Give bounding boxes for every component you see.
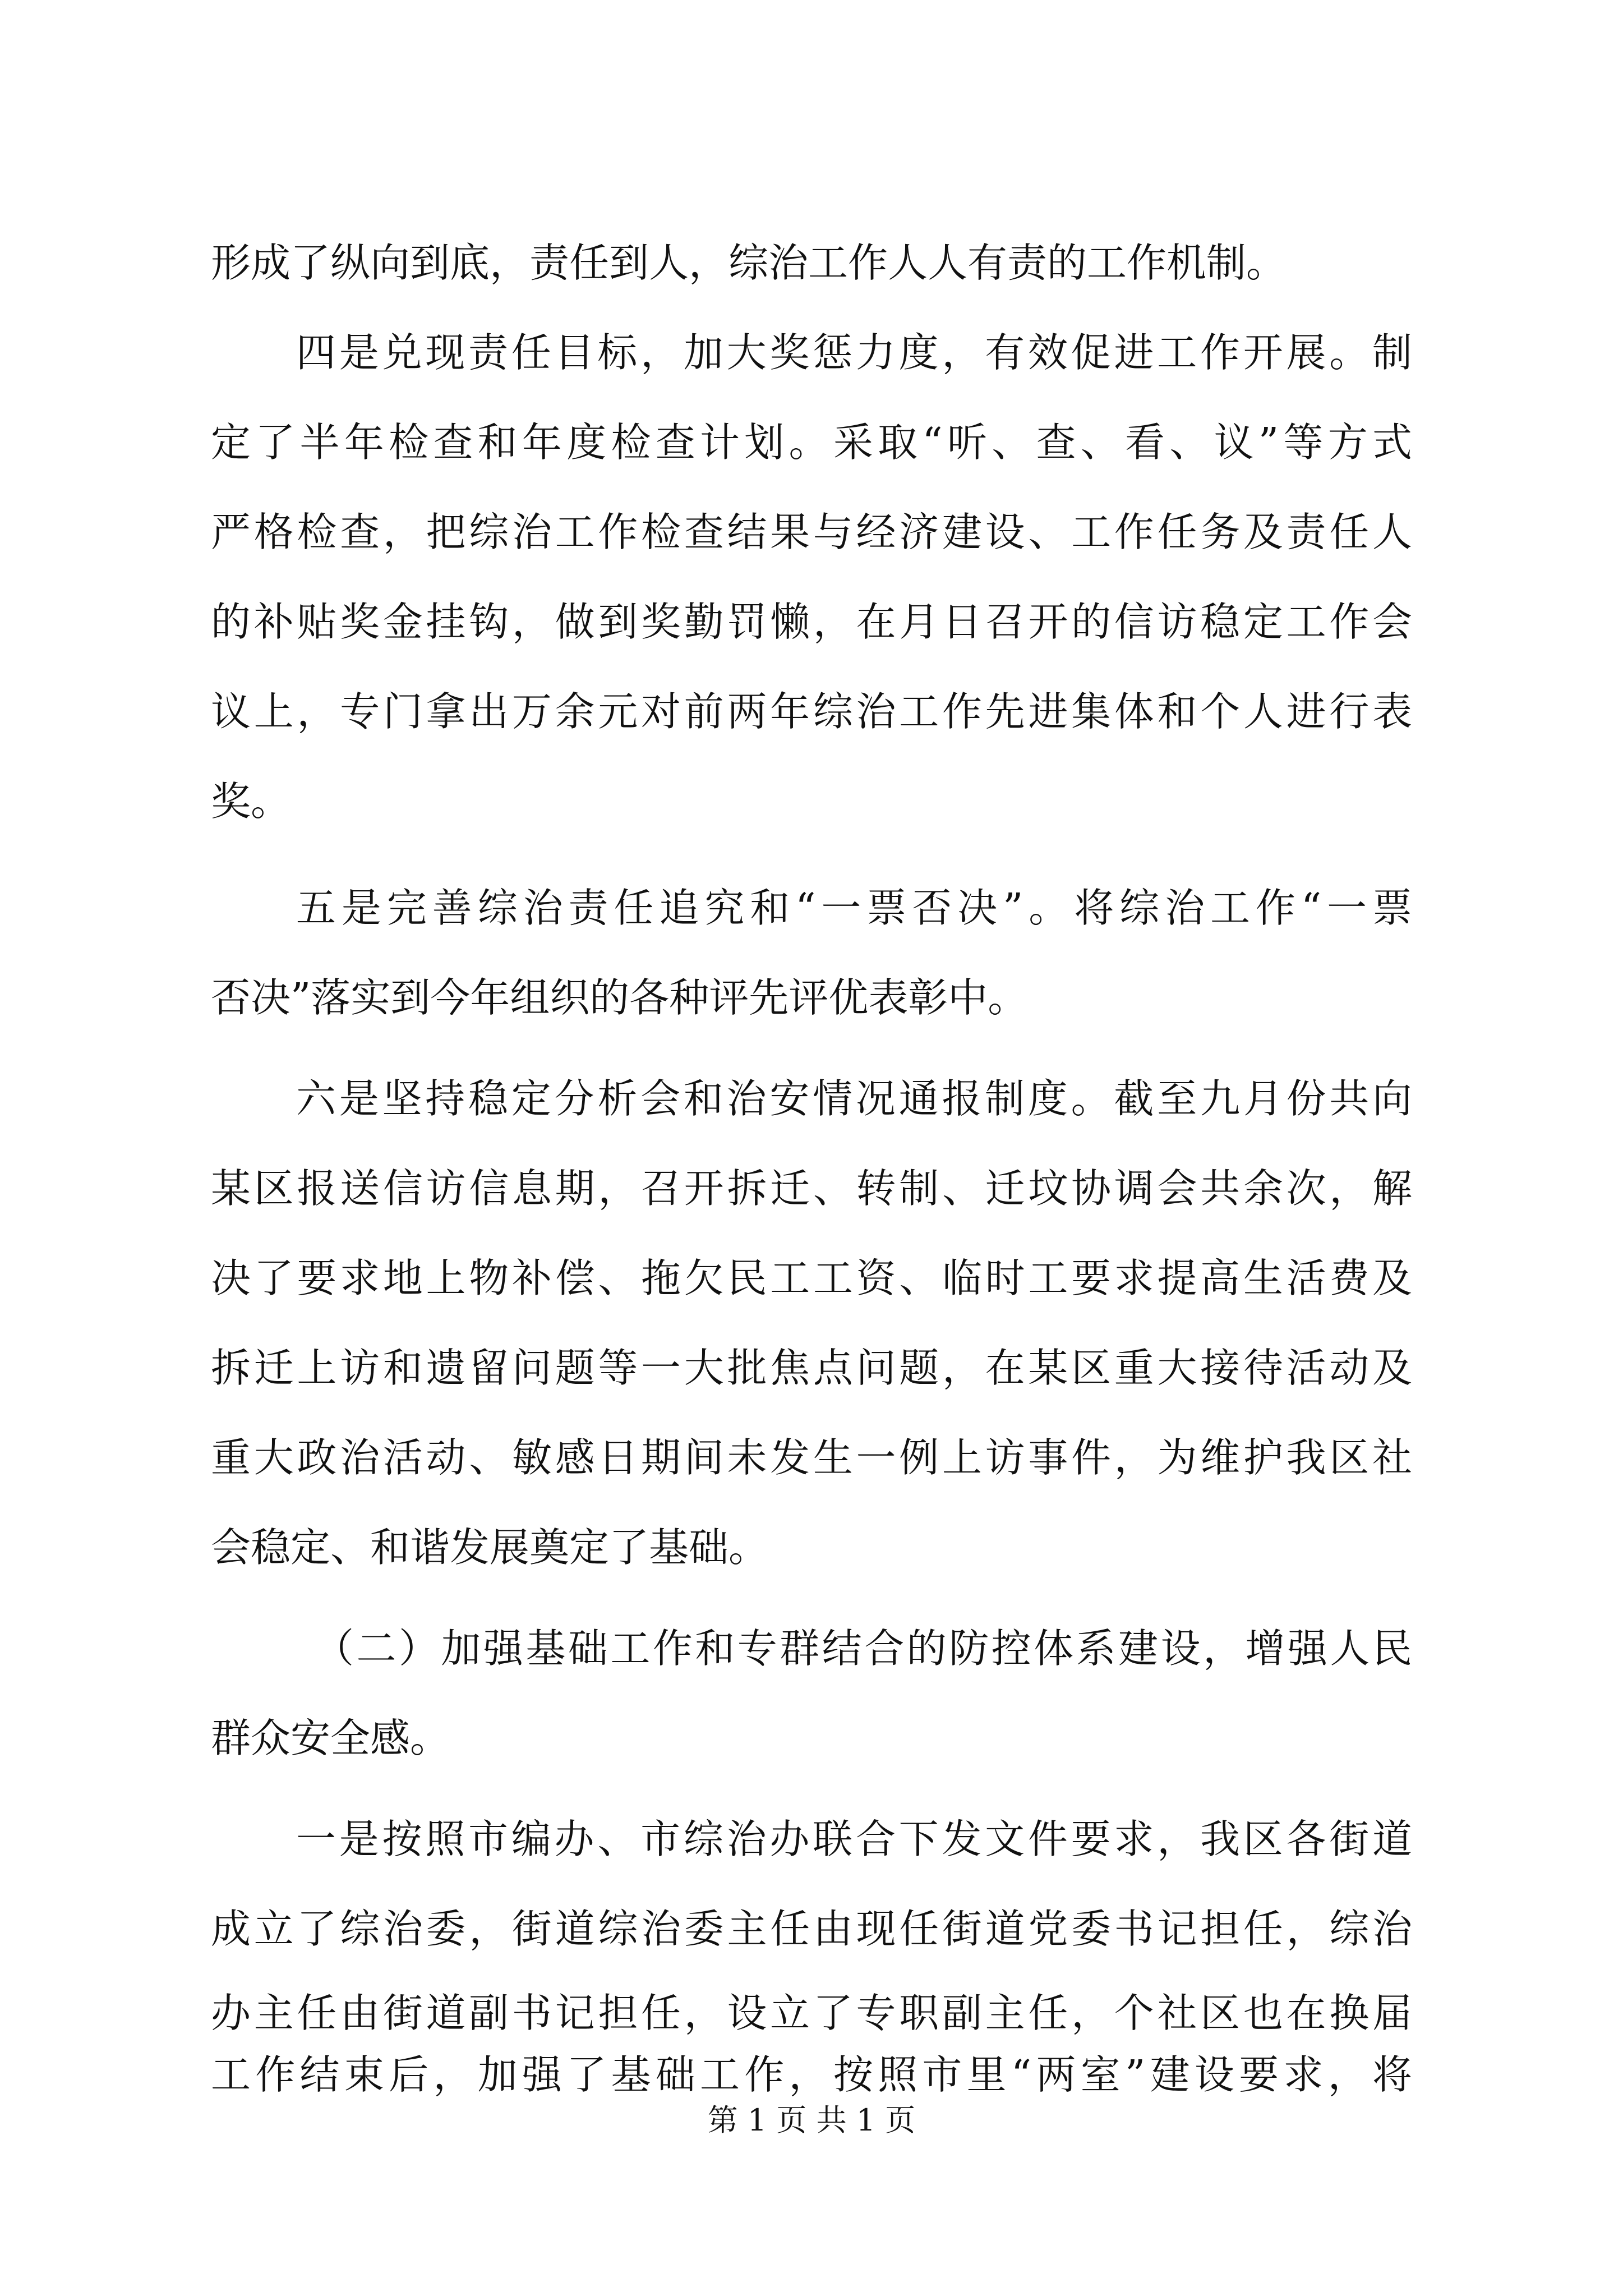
text-line [0,1143,1623,1233]
text-line [0,1323,1623,1412]
text-line-content: 决了要求地上物补偿、拖欠民工工资、临时工要求提高生活费及 [211,1254,1412,1301]
text-line-content: 办主任由街道副书记担任，设立了专职副主任，个社区也在换届 [211,1989,1412,2036]
section-heading-line [0,1693,1623,1783]
text-line [0,218,1623,307]
text-line-content: 重大政治活动、敏感日期间未发生一例上访事件，为维护我区社 [211,1434,1412,1481]
text-line [0,863,1623,953]
page-footer [0,2098,1623,2143]
text-line [0,577,1623,666]
text-line-content: 议上，专门拿出万余元对前两年综治工作先进集体和个人进行表 [211,688,1412,735]
text-line-content: 否决”落实到今年组织的各种评先评优表彰中。 [211,974,1028,1021]
text-line [0,1412,1623,1502]
text-line-content: （二）加强基础工作和专群结合的防控体系建设，增强人民 [314,1625,1412,1672]
text-line [0,487,1623,577]
text-line-content: 严格检查，把综治工作检查结果与经济建设、工作任务及责任人 [211,508,1412,555]
section-heading-line [0,1603,1623,1693]
text-line-content: 一是按照市编办、市综治办联合下发文件要求，我区各街道 [296,1815,1412,1862]
text-line [0,307,1623,397]
text-line [0,1794,1623,1884]
text-line-content: 四是兑现责任目标，加大奖惩力度，有效促进工作开展。制 [296,329,1412,376]
text-line-content: 的补贴奖金挂钩，做到奖勤罚懒，在月日召开的信访稳定工作会 [211,598,1412,645]
text-line [0,397,1623,487]
text-line-content: 六是坚持稳定分析会和治安情况通报制度。截至九月份共向 [296,1075,1412,1122]
text-line-content: 工作结束后，加强了基础工作，按照市里“两室”建设要求，将 [211,2051,1412,2098]
text-line-content: 某区报送信访信息期，召开拆迁、转制、迁坟协调会共余次，解 [211,1165,1412,1212]
text-line-content: 群众安全感。 [211,1714,450,1761]
text-line [0,1884,1623,1973]
page-number-label: 第 1 页 共 1 页 [707,2102,916,2138]
text-line [0,1502,1623,1592]
text-line [0,666,1623,756]
text-line-content: 成立了综治委，街道综治委主任由现任街道党委书记担任，综治 [211,1905,1412,1952]
text-line-content: 会稳定、和谐发展奠定了基础。 [211,1524,769,1571]
text-line-content: 拆迁上访和遗留问题等一大批焦点问题，在某区重大接待活动及 [211,1344,1412,1391]
text-line-content: 形成了纵向到底，责任到人，综治工作人人有责的工作机制。 [211,239,1287,286]
text-line-content: 奖。 [211,777,291,825]
text-line [0,1053,1623,1143]
text-line [0,953,1623,1042]
text-line [0,756,1623,846]
text-line-content: 五是完善综治责任追究和“一票否决”。将综治工作“一票 [296,884,1412,931]
text-line-content: 定了半年检查和年度检查计划。采取“听、查、看、议”等方式 [211,418,1412,466]
text-line [0,1233,1623,1323]
